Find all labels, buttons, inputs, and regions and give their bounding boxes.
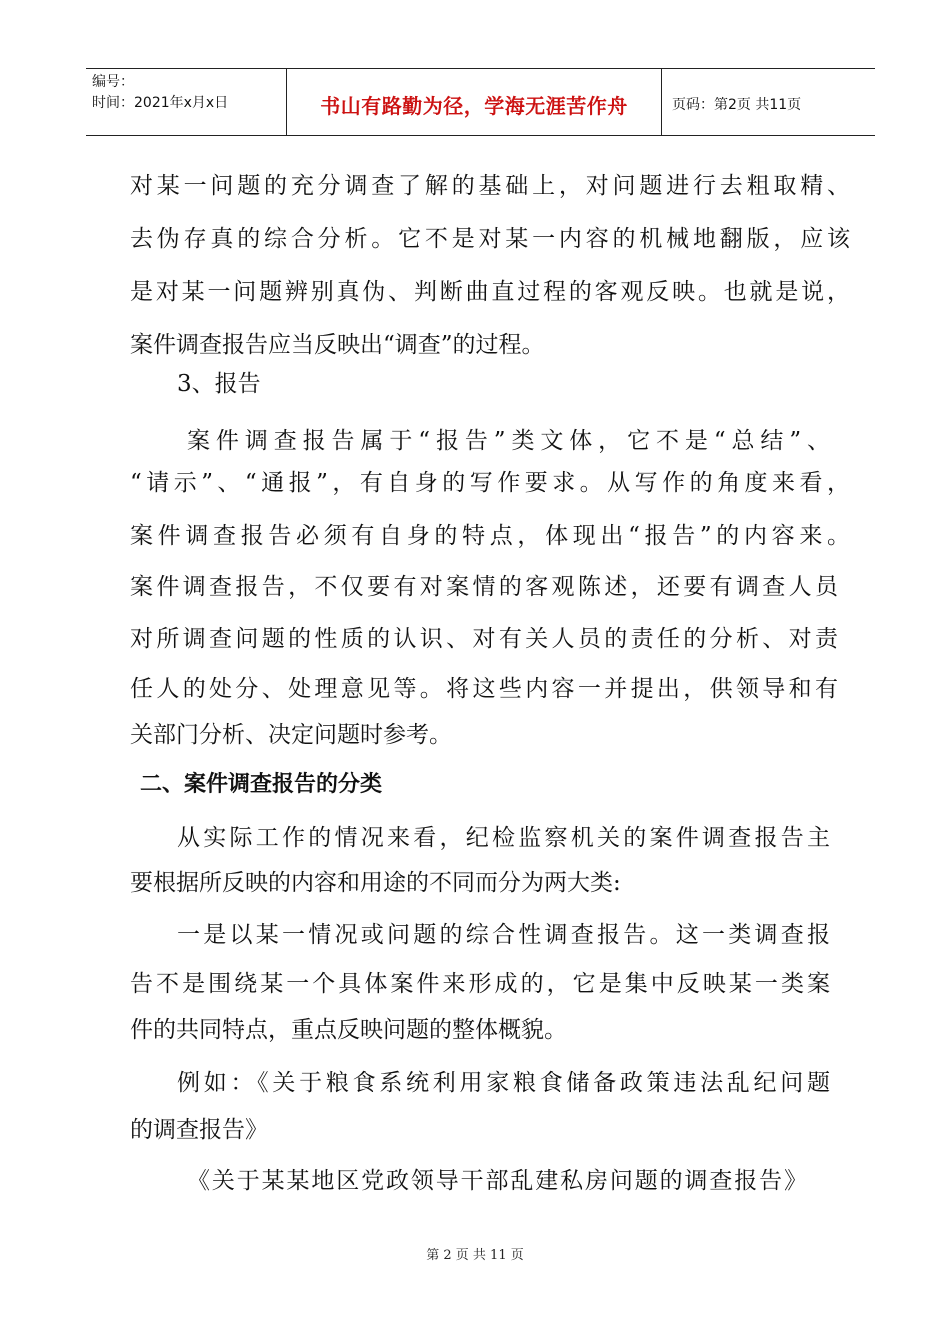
body-line: 案件调查报告属于“报告”类文体，它不是“总结”、 bbox=[187, 428, 830, 454]
page-footer: 第 2 页 共 11 页 bbox=[426, 1248, 524, 1263]
body-line: 的调查报告》 bbox=[130, 1117, 268, 1143]
section-subheading: 3、报告 bbox=[177, 371, 261, 397]
body-line: 对某一问题的充分调查了解的基础上，对问题进行去粗取精、 bbox=[130, 173, 850, 199]
header-meta bbox=[86, 69, 286, 135]
document-number-label: 编号： bbox=[92, 74, 134, 90]
section-heading: 二、案件调查报告的分类 bbox=[140, 772, 383, 797]
body-line: 从实际工作的情况来看，纪检监察机关的案件调查报告主 bbox=[177, 825, 830, 851]
body-line: 案件调查报告必须有自身的特点，体现出“报告”的内容来。 bbox=[130, 523, 850, 549]
body-line: 去伪存真的综合分析。它不是对某一内容的机械地翻版，应该 bbox=[130, 226, 850, 252]
body-line: 《关于某某地区党政领导干部乱建私房问题的调查报告》 bbox=[187, 1168, 807, 1194]
body-line: 关部门分析、决定问题时参考。 bbox=[130, 722, 452, 748]
body-line: 案件调查报告应当反映出“调查”的过程。 bbox=[130, 332, 545, 358]
header-motto: 书山有路勤为径，学海无涯苦作舟 bbox=[286, 69, 662, 135]
body-line: 任人的处分、处理意见等。将这些内容一并提出，供领导和有 bbox=[130, 676, 838, 702]
body-line: 是对某一问题辨别真伪、判断曲直过程的客观反映。也就是说， bbox=[130, 279, 850, 305]
page-header bbox=[86, 68, 875, 136]
body-line: 案件调查报告，不仅要有对案情的客观陈述，还要有调查人员 bbox=[130, 574, 838, 600]
document-time-label: 时间：2021年x月x日 bbox=[92, 95, 229, 111]
header-page-code: 页码：第2页 共11页 bbox=[672, 97, 802, 113]
body-line: 要根据所反映的内容和用途的不同而分为两大类: bbox=[130, 870, 621, 896]
body-line: 告不是围绕某一个具体案件来形成的，它是集中反映某一类案 bbox=[130, 971, 830, 997]
body-line: 例如：《关于粮食系统利用家粮食储备政策违法乱纪问题 bbox=[177, 1070, 830, 1096]
body-line: 件的共同特点，重点反映问题的整体概貌。 bbox=[130, 1017, 567, 1043]
body-line: “请示”、“通报”，有自身的写作要求。从写作的角度来看， bbox=[130, 470, 850, 496]
body-line: 对所调查问题的性质的认识、对有关人员的责任的分析、对责 bbox=[130, 626, 838, 652]
body-line: 一是以某一情况或问题的综合性调查报告。这一类调查报 bbox=[177, 922, 830, 948]
